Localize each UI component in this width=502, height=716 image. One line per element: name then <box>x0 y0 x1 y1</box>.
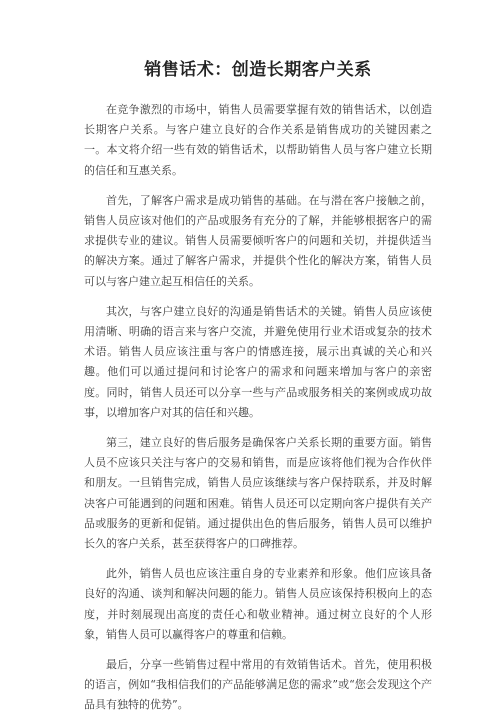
paragraph-intro: 在竞争激烈的市场中，销售人员需要掌握有效的销售话术，以创造长期客户关系。与客户建立良好的合作关系是销售成功的关键因素之一。本文将介绍一些有效的销售话术，以帮助销售人员与客户建立长期的信任和互惠关系。 <box>84 103 432 177</box>
paragraph-communication: 其次，与客户建立良好的沟通是销售话术的关键。销售人员应该使用清晰、明确的语言来与客户交流，并避免使用行业术语或复杂的技术术语。销售人员应该注重与客户的情感连接，展示出真诚的关心和兴趣。他们可以通过提问和讨论客户的需求和问题来增加与客户的亲密度。同时，销售人员还可以分享一些与产品或服务相关的案例或成功故事，以增加客户对其的信任和兴趣。 <box>84 304 432 419</box>
paragraph-professionalism: 此外，销售人员也应该注重自身的专业素养和形象。他们应该具备良好的沟通、谈判和解决问题的能力。销售人员应该保持积极向上的态度，并时刻展现出高度的责任心和敬业精神。通过树立良好的个人形象，销售人员可以赢得客户的尊重和信赖。 <box>84 567 432 641</box>
paragraph-effective-phrases: 最后，分享一些销售过程中常用的有效销售话术。首先，使用积极的语言，例如“我相信我们的产品能够满足您的需求”或“您会发现这个产品具有独特的优势”。 <box>84 658 432 712</box>
document-title: 销售话术：创造长期客户关系 <box>144 60 372 80</box>
paragraph-understand-needs: 首先，了解客户需求是成功销售的基础。在与潜在客户接触之前，销售人员应该对他们的产品或服务有充分的了解，并能够根据客户的需求提供专业的建议。销售人员需要倾听客户的问题和关切，并提供适当的解决方案。通过了解客户需求，并提供个性化的解决方案，销售人员可以与客户建立起互相信任的关系。 <box>84 193 432 288</box>
paragraph-after-sales: 第三，建立良好的售后服务是确保客户关系长期的重要方面。销售人员不应该只关注与客户的交易和销售，而是应该将他们视为合作伙伴和朋友。一旦销售完成，销售人员应该继续与客户保持联系，并及时解决客户可能遇到的问题和困难。销售人员还可以定期向客户提供有关产品或服务的更新和促销。通过提供出色的售后服务，销售人员可以维护长久的客户关系，甚至获得客户的口碑推荐。 <box>84 436 432 551</box>
